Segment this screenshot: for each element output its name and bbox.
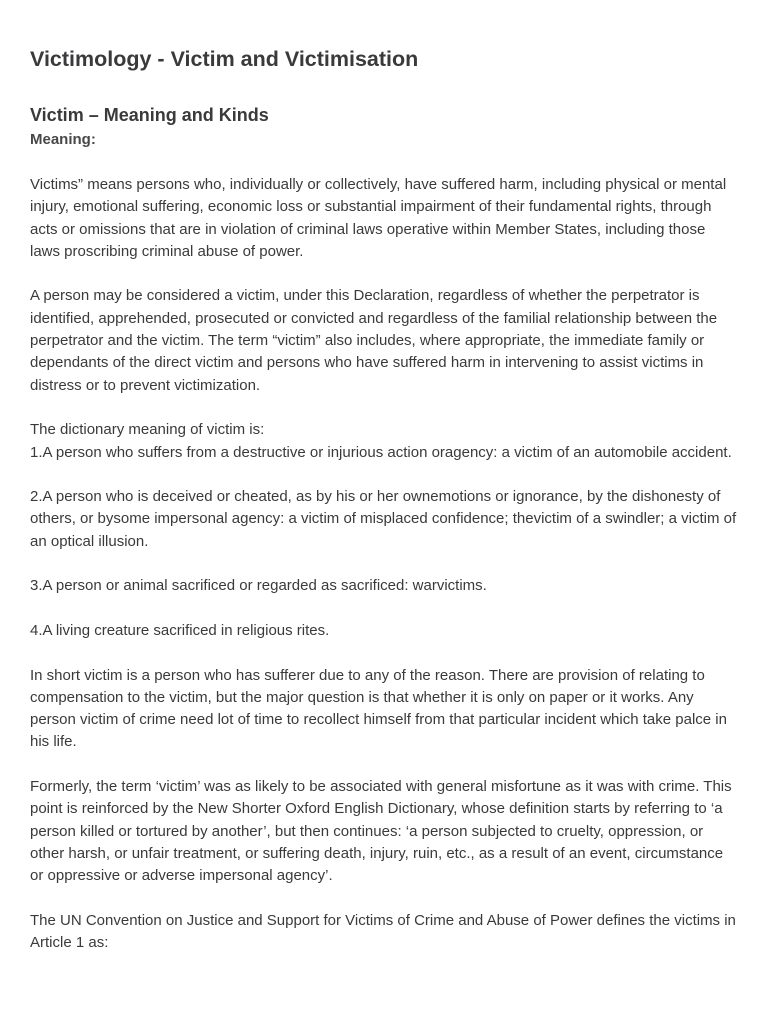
section-heading: Victim – Meaning and Kinds [30,105,269,125]
paragraph-declaration: A person may be considered a victim, under this Declaration, regardless of whether the perpetrator is identified, apprehended, prosecuted or convicted and regardless of the familial relationship between the perpetrator and the victim. The term “victim” also includes, where appropriate, the immediate family or dependants of the direct victim and persons who have suffered harm in intervening to assist victims in distress or to prevent victimization. [30,287,718,394]
meaning-label: Meaning: [30,131,96,148]
page-title: Victimology - Victim and Victimisation [30,47,419,71]
paragraph-dictionary-intro: The dictionary meaning of victim is: [30,421,265,439]
definition-item-4: 4.A living creature sacrificed in religious rites. [30,621,330,639]
definition-item-2: 2.A person who is deceived or cheated, as by his or her ownemotions or ignorance, by the dishonesty of others, or bysome impersonal agency: a victim of misplaced confidence; thevictim of a swindler; a victim of an optical illusion. [30,488,737,550]
paragraph-in-short: In short victim is a person who has sufferer due to any of the reason. There are provision of relating to compensation to the victim, but the major question is that whether it is only on paper or it works. Any person victim of crime need lot of time to recollect himself from that particular incident which take palce in his life. [30,666,727,751]
paragraph-un-convention: The UN Convention on Justice and Support for Victims of Crime and Abuse of Power defines the victims in Article 1 as: [30,911,736,952]
paragraph-victims-definition: Victims” means persons who, individually or collectively, have suffered harm, including physical or mental injury, emotional suffering, economic loss or substantial impairment of their fundamental rights, through acts or omissions that are in violation of criminal laws operative within Member States, including those laws proscribing criminal abuse of power. [30,176,727,260]
definition-item-1: 1.A person who suffers from a destructive or injurious action oragency: a victim of an automobile accident. [30,443,732,461]
definition-item-3: 3.A person or animal sacrificed or regarded as sacrificed: warvictims. [30,577,487,595]
paragraph-formerly: Formerly, the term ‘victim’ was as likely to be associated with general misfortune as it was with crime. This point is reinforced by the New Shorter Oxford English Dictionary, whose definition starts by referring to ‘a person killed or tortured by another’, but then continues: ‘a person subjected to cruelty, oppression, or other harsh, or unfair treatment, or suffering death, injury, ruin, etc., as a result of an event, circumstance or oppressive or adverse impersonal agency’. [30,778,732,885]
